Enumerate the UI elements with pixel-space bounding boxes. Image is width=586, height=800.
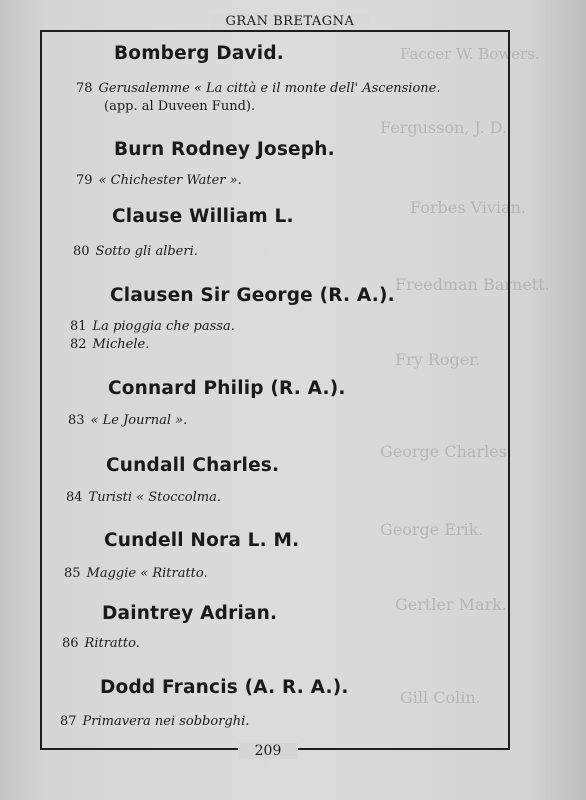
artist-name: Dodd Francis (A. R. A.). — [100, 677, 349, 698]
work-title: Michele. — [92, 337, 150, 352]
work-number: 83 — [68, 413, 85, 428]
work-note-text: (app. al Duveen Fund). — [104, 99, 256, 114]
work-item — [76, 81, 440, 96]
work-item — [68, 413, 187, 428]
bleed-through-text: Freedman Barnett. — [395, 275, 550, 294]
bleed-through-text: Fry Roger. — [395, 350, 481, 369]
work-title: La pioggia che passa. — [92, 319, 235, 334]
work-number: 82 — [70, 337, 87, 352]
bleed-through-text: Forbes Vivian. — [410, 198, 526, 217]
bleed-through-text: Gertler Mark. — [395, 595, 507, 614]
work-item — [66, 490, 221, 505]
work-item — [64, 566, 208, 581]
work-title: Gerusalemme « La città e il monte dell' Ascensione. — [98, 81, 441, 96]
work-number: 87 — [60, 714, 77, 729]
bleed-through-text: George Charles. — [380, 442, 512, 461]
bleed-through-text: George Erik. — [380, 520, 484, 539]
artist-name: Clausen Sir George (R. A.). — [110, 285, 395, 306]
page-number: 209 — [238, 743, 298, 759]
work-item — [62, 636, 140, 651]
work-number: 81 — [70, 319, 87, 334]
work-number: 80 — [73, 244, 90, 259]
work-title: Primavera nei sobborghi. — [82, 714, 250, 729]
artist-name: Connard Philip (R. A.). — [108, 378, 346, 399]
bleed-through-text: Gill Colin. — [400, 688, 481, 707]
work-number: 85 — [64, 566, 81, 581]
work-item — [70, 319, 235, 334]
work-number: 79 — [76, 173, 93, 188]
work-title: Ritratto. — [84, 636, 140, 651]
work-note — [104, 99, 255, 114]
work-number: 86 — [62, 636, 79, 651]
work-item — [73, 244, 198, 259]
work-title: Maggie « Ritratto. — [86, 566, 208, 581]
bleed-through-text: Faccer W. Bowers. — [400, 45, 540, 63]
artist-name: Burn Rodney Joseph. — [114, 139, 335, 160]
bleed-through-text: Fergusson, J. D. — [380, 118, 508, 137]
artist-name: Clause William L. — [112, 206, 294, 227]
work-item — [76, 173, 242, 188]
work-title: « Le Journal ». — [90, 413, 188, 428]
page-header: GRAN BRETAGNA — [210, 14, 370, 29]
work-number: 84 — [66, 490, 83, 505]
work-item — [70, 337, 149, 352]
artist-name: Bomberg David. — [114, 43, 284, 64]
artist-name: Cundell Nora L. M. — [104, 530, 300, 551]
work-title: « Chichester Water ». — [98, 173, 242, 188]
work-item — [60, 714, 249, 729]
artist-name: Cundall Charles. — [106, 455, 280, 476]
work-number: 78 — [76, 81, 93, 96]
work-title: Turisti « Stoccolma. — [88, 490, 221, 505]
artist-name: Daintrey Adrian. — [102, 603, 278, 624]
work-title: Sotto gli alberi. — [95, 244, 198, 259]
